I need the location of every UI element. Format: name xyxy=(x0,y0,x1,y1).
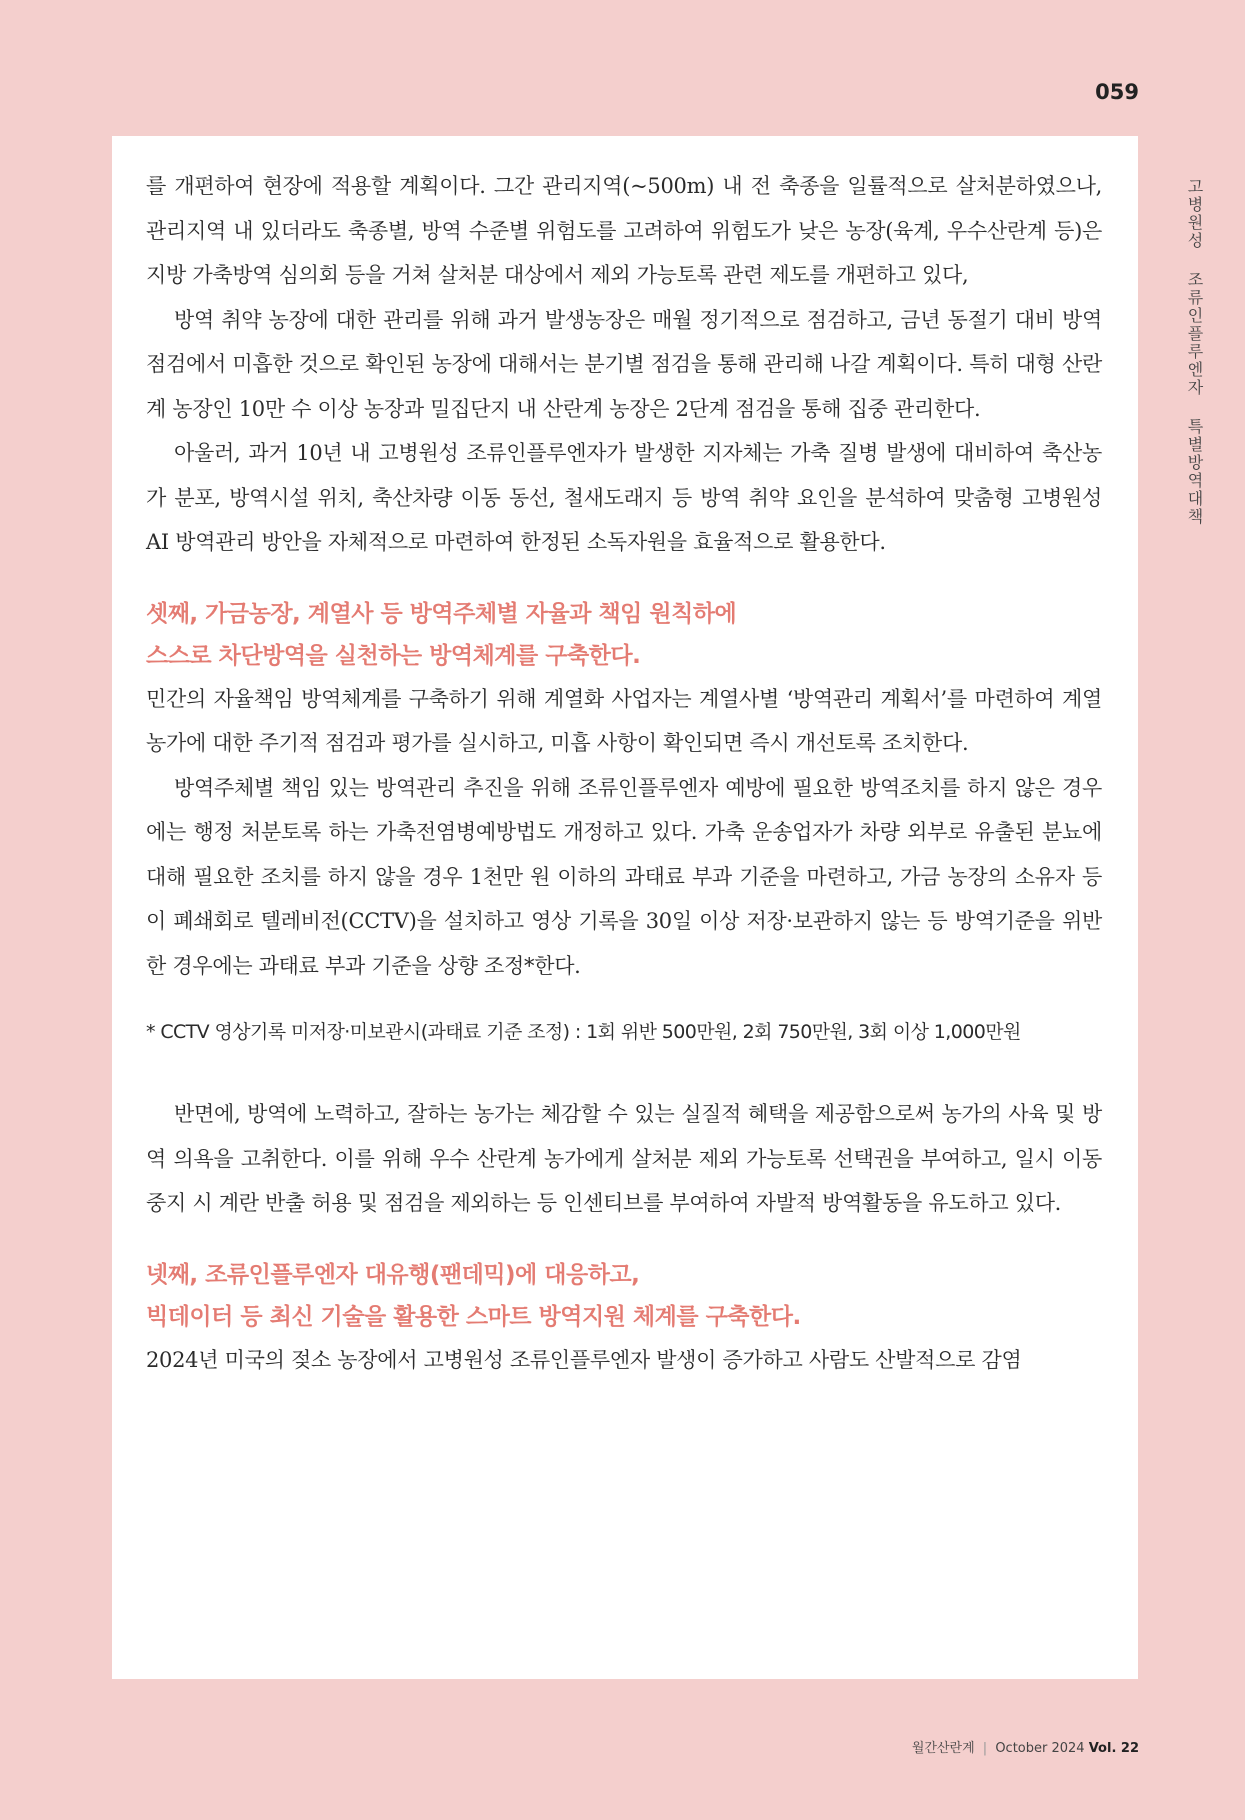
page-number: 059 xyxy=(1095,80,1139,104)
magazine-name: 월간산란계 xyxy=(911,1741,975,1756)
body-paragraph: 아울러, 과거 10년 내 고병원성 조류인플루엔자가 발생한 지자체는 가축 질병 발생에 대비하여 축산농가 분포, 방역시설 위치, 축산차량 이동 동선, 철새도래지 등 방역 취약 요인을 분석하여 맞춤형 고병원성 AI 방역관리 방안을 자체적으로 마련하여 한정된 소독자원을 효율적으로 활용한다. xyxy=(146,441,1102,554)
footer-separator: | xyxy=(982,1741,988,1756)
body-paragraph: 방역 취약 농장에 대한 관리를 위해 과거 발생농장은 매월 정기적으로 점검하고, 금년 동절기 대비 방역점검에서 미흡한 것으로 확인된 농장에 대해서는 분기별 점검을 통해 관리해 나갈 계획이다. 특히 대형 산란계 농장인 10만 수 이상 농장과 밀집단지 내 산란계 농장은 2단계 점검을 통해 집중 관리한다. xyxy=(146,307,1102,421)
section-heading-line: 셋째, 가금농장, 계열사 등 방역주체별 자율과 책임 원칙하에 xyxy=(146,600,737,627)
article-body xyxy=(112,136,1138,1679)
body-paragraph: 민간의 자율책임 방역체계를 구축하기 위해 계열화 사업자는 계열사별 ‘방역관리 계획서’를 마련하여 계열 농가에 대한 주기적 점검과 평가를 실시하고, 미흡 사항이 확인되면 즉시 개선토록 조치한다. xyxy=(146,686,1102,755)
section-heading-4 xyxy=(146,1254,1102,1338)
issue-date: October 2024 xyxy=(995,1741,1085,1756)
section-heading-line: 넷째, 조류인플루엔자 대유행(팬데믹)에 대응하고, xyxy=(146,1261,640,1288)
body-paragraph: 2024년 미국의 젖소 농장에서 고병원성 조류인플루엔자 발생이 증가하고 사람도 산발적으로 감염 xyxy=(146,1347,1022,1372)
page-footer xyxy=(912,1737,1139,1756)
body-paragraph: 방역주체별 책임 있는 방역관리 추진을 위해 조류인플루엔자 예방에 필요한 방역조치를 하지 않은 경우에는 행정 처분토록 하는 가축전염병예방법도 개정하고 있다. 가축 운송업자가 차량 외부로 유출된 분뇨에 대해 필요한 조치를 하지 않을 경우 1천만 원 이하의 과태료 부과 기준을 마련하고, 가금 농장의 소유자 등이 폐쇄회로 텔레비전(CCTV)을 설치하고 영상 기록을 30일 이상 저장·보관하지 않는 등 방역기준을 위반한 경우에는 과태료 부과 기준을 상향 조정*한다. xyxy=(146,775,1102,978)
body-paragraph: 를 개편하여 현장에 적용할 계획이다. 그간 관리지역(~500m) 내 전 축종을 일률적으로 살처분하였으나, 관리지역 내 있더라도 축종별, 방역 수준별 위험도를 고려하여 위험도가 낮은 농장(육계, 우수산란계 등)은 지방 가축방역 심의회 등을 거쳐 살처분 대상에서 제외 가능토록 관련 제도를 개편하고 있다, xyxy=(146,174,1102,287)
section-heading-3 xyxy=(146,593,1102,677)
body-paragraph: 반면에, 방역에 노력하고, 잘하는 농가는 체감할 수 있는 실질적 혜택을 제공함으로써 농가의 사육 및 방역 의욕을 고취한다. 이를 위해 우수 산란계 농가에게 살처분 제외 가능토록 선택권을 부여하고, 일시 이동 중지 시 계란 반출 허용 및 점검을 제외하는 등 인센티브를 부여하여 자발적 방역활동을 유도하고 있다. xyxy=(146,1102,1102,1215)
volume-number: Vol. 22 xyxy=(1088,1741,1139,1756)
side-section-title: 고병원성 조류인플루엔자 특별방역대책 xyxy=(1185,178,1204,526)
section-heading-line: 빅데이터 등 최신 기술을 활용한 스마트 방역지원 체계를 구축한다. xyxy=(146,1303,801,1330)
footnote: * CCTV 영상기록 미저장·미보관시(과태료 기준 조정) : 1회 위반 500만원, 2회 750만원, 3회 이상 1,000만원 xyxy=(146,1021,1021,1043)
section-heading-line: 스스로 차단방역을 실천하는 방역체계를 구축한다. xyxy=(146,642,641,669)
